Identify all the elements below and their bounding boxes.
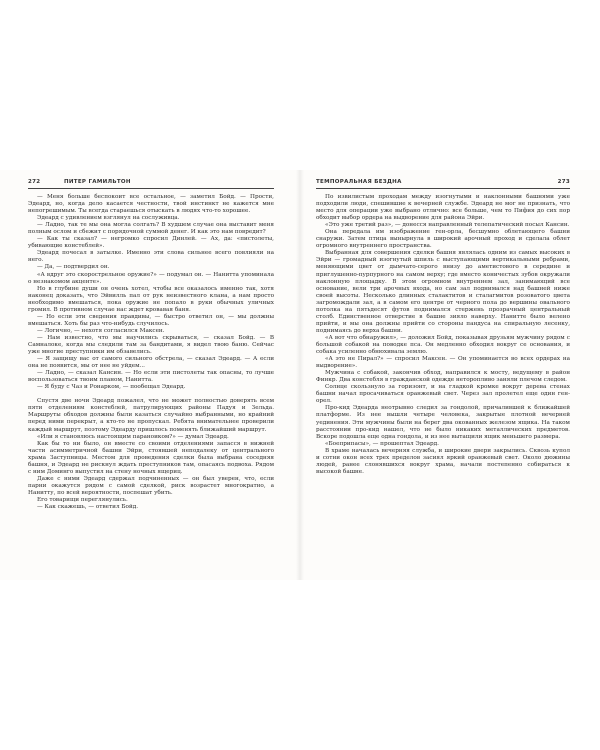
- section-paragraph: Даже с ними Эдеард сдержал подчиненных — он был уверен, что, если парни окажутся рядом с самой сделкой, риск возрастет многократно, а Нанитту, по всей вероятности, поспешат убить.: [28, 475, 274, 496]
- left-page: [0, 170, 300, 580]
- left-page-header: [28, 179, 274, 191]
- paragraph: «А это не Пирал?» — спросил Максен. — Он упоминается во всех ордерах на выдворение».: [316, 356, 570, 370]
- paragraph: Выбранная для совершения сделки башня являлась одним из самых высоких в Эйри — громадный изогнутый шпиль с выступающими вертикальными ребрами, меняющими цвет от дымчато-серого внизу до аметистового в середине и приглушенно-пурпурного на самом верху; где вместо коничестых зубов окружали наклонную площадку. В этом огромном внутреннем зал, занимающий все основание, вели три арочных входа, но сам зал поднимался над башней ниже своей высоты. Несколько длинных сталактитов и сталагмитов розоватого цвета загромождали зал, а в самом его центре от черного пола до вершины овального потолка на пятьдесят футов поднимался стержень прозрачный центральный столб. Единственное отверстие в башне зияло наверху. Нанитте было велено прийти, и мы она должны прийти со стороны пандуса на спиральную лесенку, поднимаясь до верха башни.: [316, 250, 570, 334]
- book-spread: [0, 170, 600, 580]
- section-paragraph: Как бы то ни было, он вместе со своими отделениями запасся в нижней части асимметричной башни Эйри, стоявшей неподалеку от центрального храма Заступницы. Местом для проведения сделки была выбрана соседняя башня, и Эдеард не рискнул ждать преступников там, опасаясь подвоха. Рядом с ним Доминго выпустил на стену ночных ящериц.: [28, 440, 274, 475]
- paragraph: Но в глубине души он очень хотел, чтобы все оказалось именно так, хотя наконец доказать, что Эйвилль пал от рук неизвестного клана, а нам просто необходимо вмешаться, пока оружие не попало в руки обычных уличных громил. В противном случае нас ждет кровавая баня.: [28, 285, 274, 313]
- left-header-rule: [28, 188, 274, 189]
- right-page-header: [316, 179, 570, 191]
- section-paragraph: Его товарищи переглянулись.: [37, 496, 128, 503]
- paragraph: Про-кид Эдеарда неотрывно следил за гондолой, причалившей к ближайшей платформе. Из нее вышли четыре человека, закрытые плотной вечерней уединения. Эти мужчины были на берег два окованных железом ящика. На таком расстоянии про-кид нашел, что не было никаких металлических предметов. Вскоре подошла еще одна гондола, и из нее вытащили ящик меньшего размера.: [316, 405, 570, 440]
- right-page-text: [316, 194, 570, 476]
- paragraph: — Ладно, так те мы она могла солгать? В худшем случае она выставит меня полным ослом и сбежит с порядочной суммой денег. И как это нам повредит?: [28, 222, 274, 236]
- paragraph: «Это уже третий раз», — донесся направленный телепатический посыл Кансин.: [325, 222, 570, 229]
- paragraph: По извилистым проходам между изогнутыми и наклонными башнями уже подходили люди, спешившие к вечерней службе. Эдеард не мог не признать, что место для операции уже выбрано отлично: все больше, чем то Пифия до сих пор обходит выбор ордера на выдворение для района Эйри.: [316, 194, 570, 222]
- paragraph: — Логично, — нехотя согласился Максен.: [37, 327, 165, 334]
- paragraph: — Как ты сказал? — негромко спросил Динлей. — Ах, да: «пистолеты, убивающие констеблей».: [28, 236, 274, 250]
- left-running-head: ПИТЕР ГАМИЛЬТОН: [64, 179, 131, 185]
- paragraph: — Но если эти сведения правдивы, — быстро ответил он, — мы должны вмешаться. Хоть бы раз что-нибудь случилось.: [28, 313, 274, 327]
- paragraph: — Да, — подтвердил он.: [37, 264, 110, 271]
- paragraph: — Я защищу вас от самого сильного обстрела, — сказал Эдеард. — А если она не появится, мы от нее не уйдем...: [28, 356, 274, 370]
- paragraph: «А вдруг это скорострельное оружие?» — подумал он. — Нанитта упоминала о незнакомом акценте».: [28, 271, 274, 285]
- right-page: [300, 170, 600, 580]
- paragraph: «А вот что обнаружил», — доложил Бойд, показывая друзьям мужчину рядом с большой собакой на поводке пса. Он медленно обходил вокруг се основания, и собака усиленно обнюхивала землю.: [316, 334, 570, 356]
- paragraph: Мужчина с собакой, закончив обход, направился к мосту, ведущему в район Финкр. Два констебля в гражданской одежде неторопливо заняли плечом следом.: [316, 370, 570, 384]
- paragraph: Солнце скользнуло за горизонт, и на гладкой кромке вокруг дерева стенах башни начал просачиваться оранжевый свет. Через зал пролетел еще один ген-орел.: [316, 384, 570, 405]
- right-header-rule: [316, 188, 570, 189]
- paragraph: В храме началась вечерняя служба, и широкие двери закрылись. Сквозь купол и сотни окон всех трех пределов засиял яркий оранжевый свет. Около дюжины людей, ранее слонявшихся вокруг храма, начали постепенно собираться к высокой башне.: [316, 447, 570, 475]
- paragraph: — Меня больше беспокоит все остальное, — заметил Бойд. — Прости, Эдеард, но, когда дело касается честности, твой инстинкт не кажется мне непогрешимым. Ты всегда стараешься отыскать в людях что-то хорошее.: [28, 194, 274, 215]
- section-paragraph: «Или я становлюсь настоящим параноиком?» — думал Эдеард.: [37, 433, 229, 440]
- right-running-head: ТЕМПОРАЛЬНАЯ БЕЗДНА: [316, 179, 402, 185]
- right-page-number: 273: [557, 179, 570, 185]
- section-paragraph: — Как скажешь, — ответил Бойд.: [37, 504, 139, 511]
- section-paragraph: Спустя две ночи Эдеард пожалел, что не может полностью доверять всем пяти отделениям констеблей, патрулирующих районы Падуя и Зельда. Маршруты обходов должны были казаться случайно выбранными, но крайний перед ними перекрыт, а кто-то не пропускал. Ребята внимательнее проверили каждый маршрут, поэтому Эдеарду пришлось поменять ближайший маршрут.: [28, 398, 274, 433]
- paragraph: — Я буду с Чаз и Ронарком, — пообещал Эдеард.: [37, 384, 186, 391]
- paragraph: — Ладно, — сказал Кансин. — Но если эти пистолеты так опасны, то лучше воспользоваться твоим планом, Нанитта.: [28, 370, 274, 384]
- paragraph: Эдеард с удивлением взглянул на сослуживца.: [37, 215, 180, 222]
- left-page-text: [28, 194, 274, 511]
- paragraph: — Нам известно, что мы научились скрываться, — сказал Бойд. — В Самналоке, когда мы следили там за бандитами, я видел твою баню. Сейчас уже многие преступники им обзавелись.: [28, 334, 274, 356]
- paragraph: «Боеприпасы», — прошептал Эдеард.: [325, 440, 439, 447]
- left-page-number: 272: [28, 179, 41, 185]
- paragraph: Она передала им изображение ген-орла, бесшумно облетающего башни снаружи. Затем птица вынырнула в широкий арочный проход и сделала облет огромного внутреннего пространства.: [316, 229, 570, 250]
- paragraph: Эдеард почесал в затылке. Именно эти слова сильнее всего повлияли на него.: [28, 250, 274, 264]
